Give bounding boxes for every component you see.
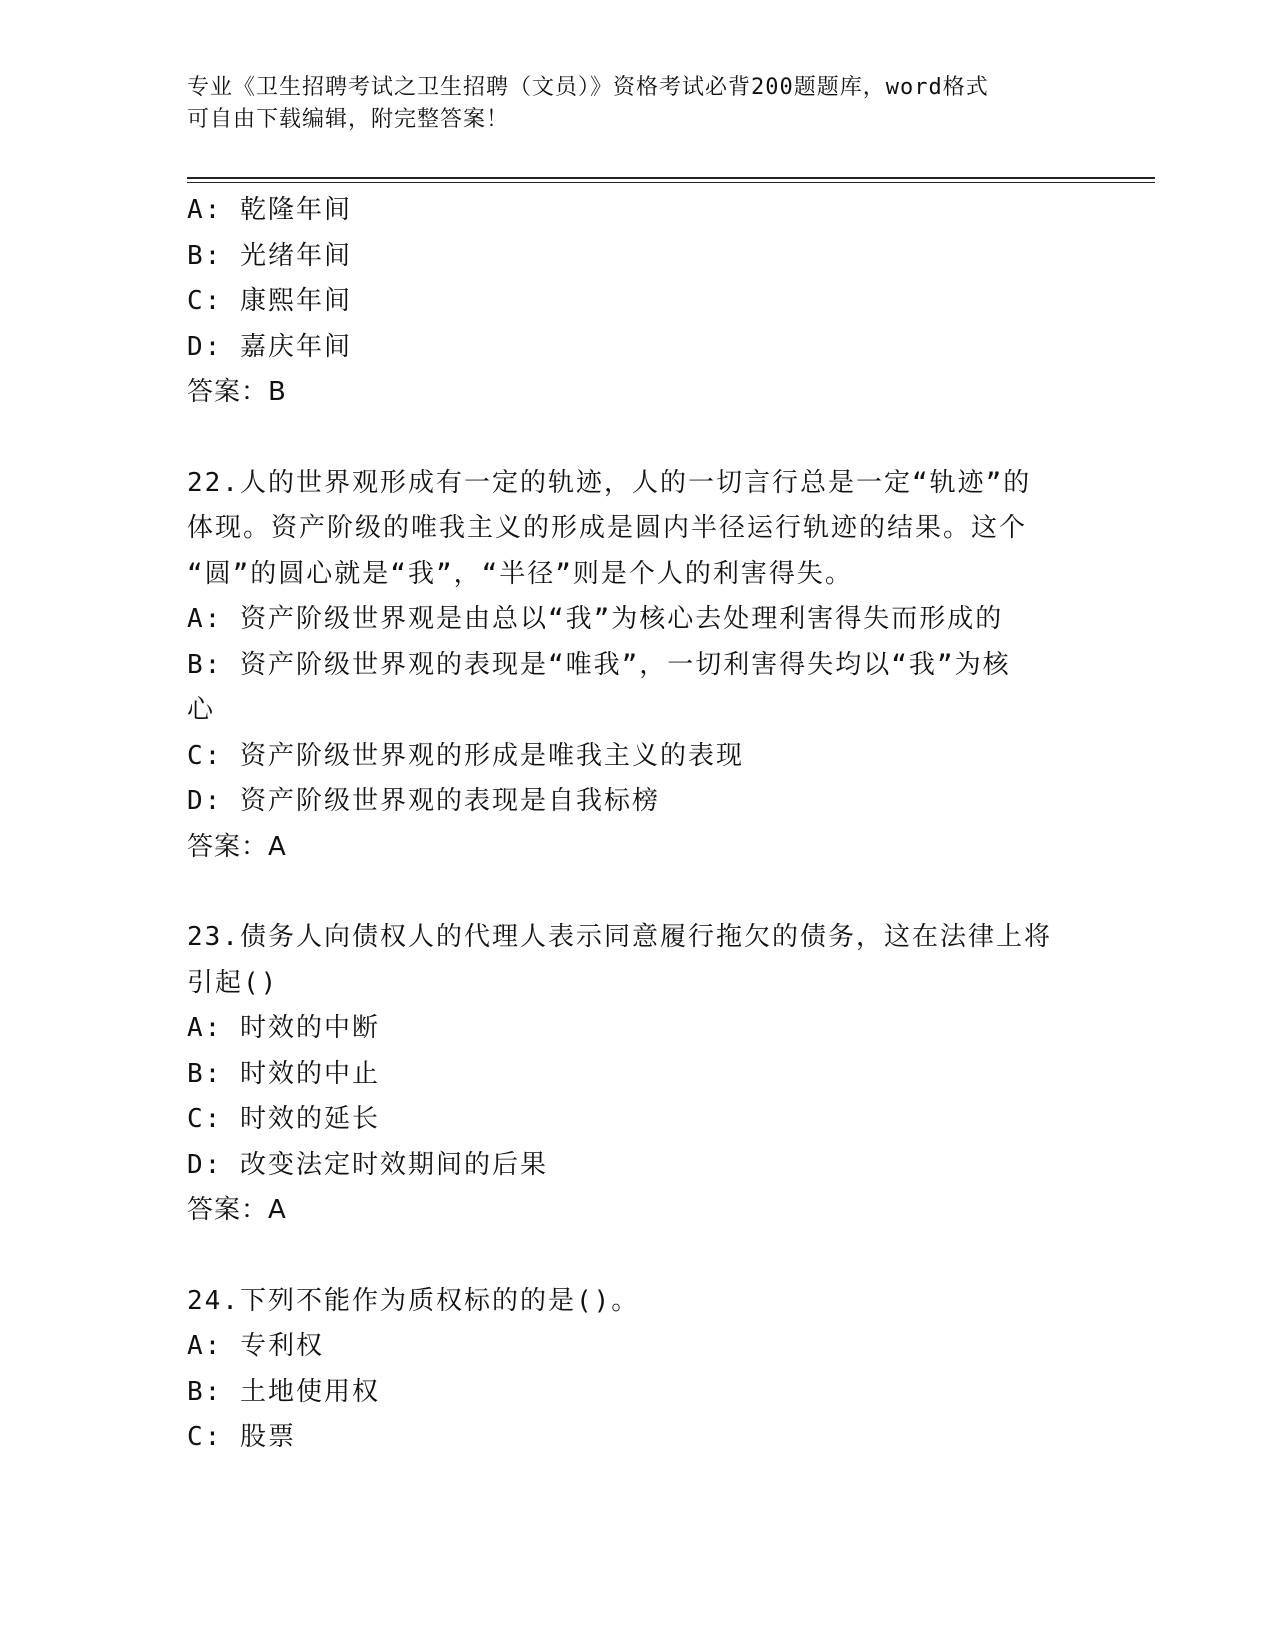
option-c: C: 康熙年间 [187, 286, 352, 316]
option-c: C: 股票 [187, 1422, 296, 1452]
header-line-1: 专业《卫生招聘考试之卫生招聘（文员）》资格考试必背200题题库，word格式 [187, 75, 989, 100]
option-d: D: 资产阶级世界观的表现是自我标榜 [187, 786, 660, 816]
option-b: B: 资产阶级世界观的表现是“唯我”，一切利害得失均以“我”为核 [187, 649, 1011, 680]
option-b: B: 光绪年间 [187, 240, 352, 271]
option-d: D: 嘉庆年间 [187, 331, 352, 362]
question-21 [187, 188, 1087, 416]
option-b: B: 时效的中止 [187, 1058, 380, 1089]
option-a: A: 专利权 [187, 1331, 324, 1361]
question-stem-line: “圆”的圆心就是“我”，“半径”则是个人的利害得失。 [187, 558, 853, 589]
option-b: B: 土地使用权 [187, 1376, 380, 1407]
option-c: C: 资产阶级世界观的形成是唯我主义的表现 [187, 740, 744, 771]
document-header [187, 72, 1067, 136]
header-divider-thin [187, 182, 1155, 183]
question-22 [187, 461, 1087, 871]
question-23 [187, 915, 1087, 1234]
question-24 [187, 1279, 1087, 1461]
answer: 答案：A [187, 831, 287, 862]
answer: 答案：A [187, 1195, 287, 1225]
question-stem-line: 24.下列不能作为质权标的的是()。 [187, 1285, 640, 1316]
option-d: D: 改变法定时效期间的后果 [187, 1149, 548, 1180]
question-stem-line: 23.债务人向债权人的代理人表示同意履行拖欠的债务，这在法律上将 [187, 922, 1052, 952]
question-stem-line: 22.人的世界观形成有一定的轨迹，人的一切言行总是一定“轨迹”的 [187, 467, 1032, 498]
option-a: A: 时效的中断 [187, 1013, 380, 1043]
option-a: A: 乾隆年间 [187, 195, 352, 225]
question-stem-line: 引起() [187, 967, 279, 998]
option-b-continued: 心 [187, 695, 216, 725]
header-line-2: 可自由下载编辑，附完整答案！ [187, 107, 510, 132]
question-stem-line: 体现。资产阶级的唯我主义的形成是圆内半径运行轨迹的结果。这个 [187, 513, 1028, 543]
option-a: A: 资产阶级世界观是由总以“我”为核心去处理利害得失而形成的 [187, 604, 1004, 634]
answer: 答案：B [187, 377, 287, 407]
option-c: C: 时效的延长 [187, 1104, 380, 1134]
header-divider-thick [187, 177, 1155, 179]
question-list [187, 188, 1087, 1461]
